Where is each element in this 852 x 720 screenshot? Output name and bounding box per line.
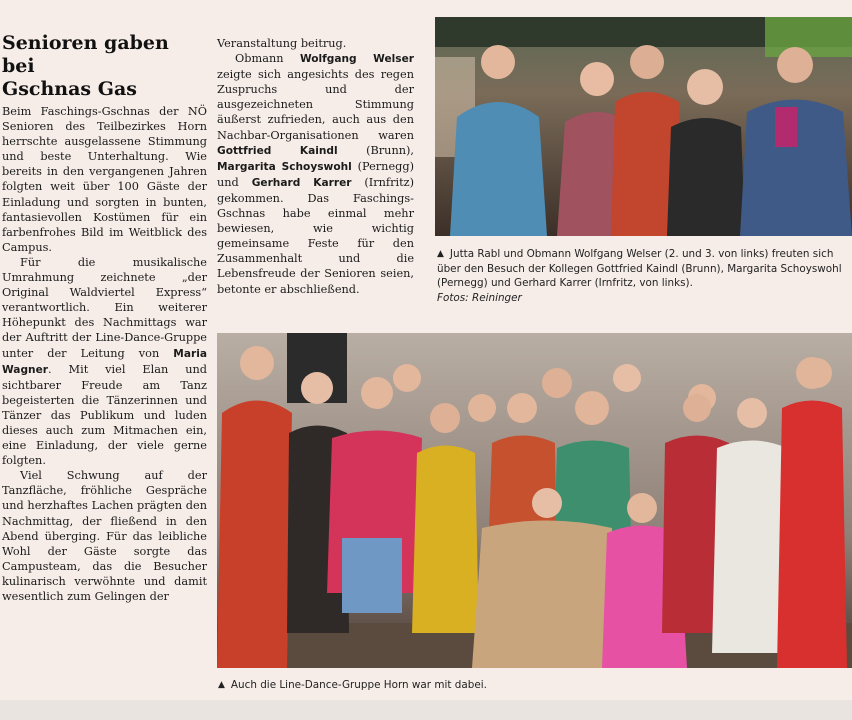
headline-line-1: Senioren gaben bei	[2, 32, 169, 77]
paragraph-5	[217, 51, 414, 297]
article-headline	[2, 32, 207, 101]
paragraph-2-rest: . Mit viel Elan und sichtbarer Freude am Tanz begeisterten die Tänzerinnen und Tänzer das Publikum und luden dieses auch zum Mitmachen ein, eine Einladung, der viele gerne folgten.	[2, 362, 207, 468]
paragraph-2-text: Für die musikalische Umrahmung zeichnete „der Original Waldviertel Express“ verantwortlich. Ein weiterer Höhepunkt des Nachmittags war der Auftritt der Line-Dance-Gruppe unter der Leitung von	[2, 255, 207, 360]
headline-line-2: Gschnas Gas	[2, 78, 137, 100]
photo-guests-caption	[437, 247, 851, 305]
photo-guests-image	[435, 17, 852, 236]
paragraph-5-a: Obmann	[235, 52, 284, 66]
photo-line-dance-group	[217, 333, 852, 668]
photo-line-dance-caption-text: Auch die Line-Dance-Gruppe Horn war mit dabei.	[230, 679, 487, 691]
name-gottfried-kaindl: Gottfried Kaindl	[217, 144, 338, 157]
paragraph-5-b: zeigte sich angesichts des regen Zuspruchs und der ausgezeichneten Stimmung äußerst zufrieden, auch aus den Nachbar-Organisationen waren	[217, 68, 414, 142]
page-footer-strip	[0, 700, 852, 720]
paragraph-3: Viel Schwung auf der Tanzfläche, fröhliche Gespräche und herzhaftes Lachen prägten den Nachmittag, der fließend in den Abend überging. Für das leibliche Wohl der Gäste sorgte das Campusteam, das die Besucher kulinarisch verwöhnte und damit wesentlich zum Gelingen der	[2, 469, 207, 603]
paragraph-5-d: (Pernegg) und	[217, 159, 414, 189]
photo-guests-caption-text: Jutta Rabl und Obmann Wolfgang Welser (2. und 3. von links) freuten sich über den Besuch der Kollegen Gottfried Kaindl (Brunn), Margarita Schoyswohl (Pernegg) und Gerhard Karrer (Irnfritz, von links).	[437, 248, 842, 289]
photo-guests	[435, 17, 852, 236]
article-column-1	[2, 104, 207, 604]
name-wolfgang-welser: Wolfgang Welser	[299, 53, 414, 66]
paragraph-1: Beim Faschings-Gschnas der NÖ Senioren des Teilbezirkes Horn herrschte ausgelassene Stimmung und beste Unterhaltung. Wie bereits in den vergangenen Jahren folgten weit über 100 Gäste der Einladung und sorgten in bunten, fantasievollen Kostümen für ein farbenfrohes Bild im Weitblick des Campus.	[2, 105, 207, 254]
name-gerhard-karrer: Gerhard Karrer	[251, 176, 352, 189]
photo-line-dance-caption	[218, 678, 848, 693]
paragraph-2	[2, 255, 207, 468]
paragraph-5-e: (Irnfritz) gekommen. Das Faschings-Gschnas habe einmal mehr bewiesen, wie wichtig gemeinsame Feste für den Zusammenhalt und die Lebensfreude der Senioren seien, betonte er abschließend.	[217, 175, 415, 296]
paragraph-5-c: (Brunn),	[366, 143, 414, 157]
photo-line-dance-image	[217, 333, 852, 668]
name-margarita-schoyswohl: Margarita Schoyswohl	[217, 160, 352, 173]
caption-marker-icon: ▲	[218, 680, 225, 690]
article-column-2	[217, 36, 414, 297]
caption-marker-icon: ▲	[437, 249, 444, 259]
photo-credit: Fotos: Reininger	[437, 291, 522, 304]
paragraph-4: Veranstaltung beitrug.	[217, 37, 347, 50]
name-maria-wagner: Maria Wagner	[2, 347, 207, 376]
